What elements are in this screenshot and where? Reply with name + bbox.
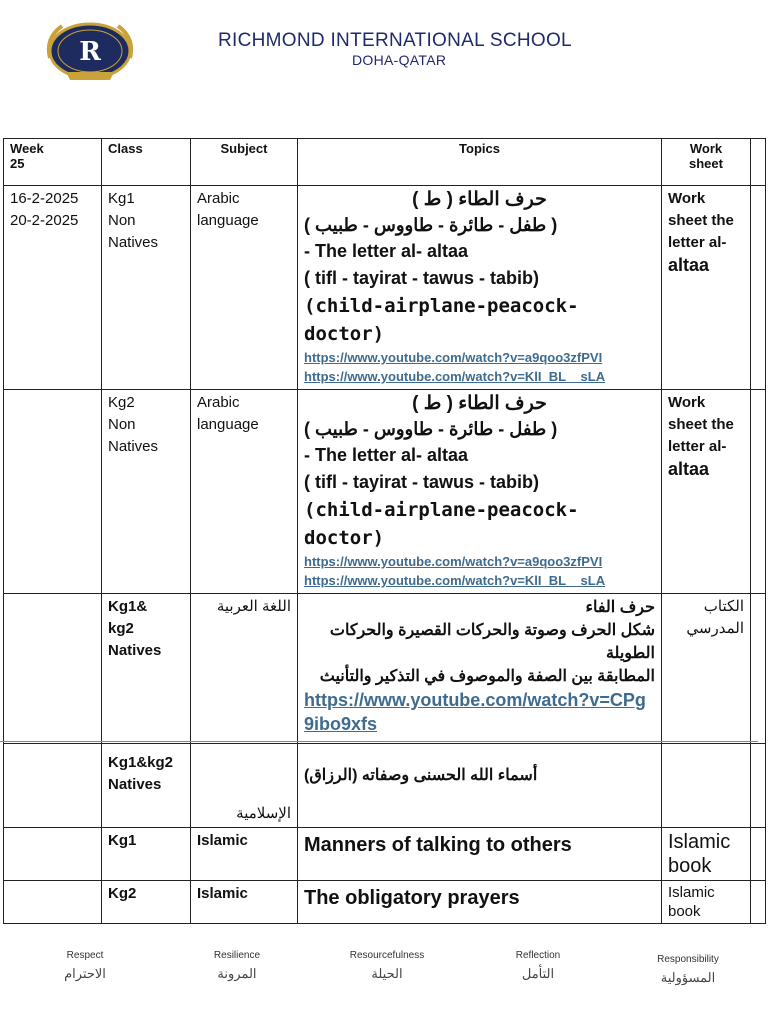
worksheet-cell: Work sheet the letter al- altaa [662,390,751,594]
weekly-plan-table [3,138,766,924]
header-week: Week 25 [4,139,102,186]
topic-english-2: ( tifl - tayirat - tawus - tabib) [304,268,540,288]
table-row [4,186,766,390]
class-cell: Kg2 [102,881,191,924]
class-cell: Kg1&kg2 Natives [102,744,191,828]
week-dates: 16-2-2025 20-2-2025 [4,186,102,390]
value-resourcefulness: Resourcefulness الحيلة [349,950,425,981]
youtube-link-1[interactable]: https://www.youtube.com/watch?v=a9qoo3zfPVI [304,350,603,365]
youtube-link[interactable]: https://www.youtube.com/watch?v=CPg9ibo9xfs [304,690,646,734]
week-empty [4,881,102,924]
spacer-cell [751,594,766,744]
value-reflection: Reflection التأمل [515,950,561,981]
value-respect: Respect الاحترام [64,950,106,981]
topic-arabic-title: حرف الطاء ( ط ) [412,393,547,414]
svg-text:R: R [79,37,101,67]
class-cell: Kg1 [102,828,191,881]
subject-cell: Arabic language [191,390,298,594]
topic-english-4: doctor) [304,527,385,549]
topic-english-3: (child-airplane-peacock- [304,499,579,521]
topics-cell [298,186,662,390]
worksheet-cell: Work sheet the letter al- altaa [662,186,751,390]
youtube-link-2[interactable]: https://www.youtube.com/watch?v=KlI_BL__sLA [304,369,606,384]
class-cell: Kg1& kg2 Natives [102,594,191,744]
week-empty [4,744,102,828]
topic-english-1: - The letter al- altaa [304,445,469,465]
youtube-link-2[interactable]: https://www.youtube.com/watch?v=KlI_BL__sLA [304,573,606,588]
worksheet-cell: الكتاب المدرسي [662,594,751,744]
topic-english-4: doctor) [304,323,385,345]
value-responsibility: Responsibility المسؤولية [657,954,719,985]
class-cell: Kg1 Non Natives [102,186,191,390]
spacer-cell [751,881,766,924]
table-header-row [4,139,766,186]
topic-english-3: (child-airplane-peacock- [304,295,579,317]
header-class: Class [102,139,191,186]
week-empty [4,390,102,594]
spacer-cell [751,186,766,390]
topic-arabic-words: ( طفل - طائرة - طاووس - طبيب ) [304,419,558,439]
subject-cell: الإسلامية [191,744,298,828]
value-resilience: Resilience المرونة [213,950,261,981]
topics-cell [298,390,662,594]
table-row [4,828,766,881]
worksheet-cell: Islamic book [662,881,751,924]
header-topics: Topics [298,139,662,186]
school-name: RICHMOND INTERNATIONAL SCHOOL [218,30,572,51]
topic-english-1: - The letter al- altaa [304,241,469,261]
week-empty [4,594,102,744]
header-subject: Subject [191,139,298,186]
table-row [4,594,766,744]
table-row [4,744,766,828]
table-row [4,390,766,594]
spacer-cell [751,828,766,881]
table-row [4,881,766,924]
spacer-cell [751,744,766,828]
topics-cell: أسماء الله الحسنى وصفاته (الرزاق) [298,744,662,828]
topics-cell: حرف الفاء شكل الحرف وصوتة والحركات القصيرة والحركات الطويلة المطابقة بين الصفة والموصوف في التذكير والتأنيث https://www.youtube.com/watch?v=CPg9ibo9xfs [298,594,662,744]
subject-cell: Arabic language [191,186,298,390]
header-worksheet: Work sheet [662,139,751,186]
school-logo [40,18,140,84]
worksheet-cell: Islamic book [662,828,751,881]
topic-arabic-words: ( طفل - طائرة - طاووس - طبيب ) [304,215,558,235]
school-location: DOHA-QATAR [352,52,447,68]
topics-cell: Manners of talking to others [298,828,662,881]
worksheet-cell [662,744,751,828]
divider-line [0,741,758,742]
spacer-cell [751,390,766,594]
week-empty [4,828,102,881]
topics-cell: The obligatory prayers [298,881,662,924]
subject-cell: اللغة العربية [191,594,298,744]
subject-cell: Islamic [191,828,298,881]
school-values-footer [0,950,768,1000]
youtube-link-1[interactable]: https://www.youtube.com/watch?v=a9qoo3zfPVI [304,554,603,569]
header-spacer [751,139,766,186]
subject-cell: Islamic [191,881,298,924]
topic-arabic-title: حرف الطاء ( ط ) [412,189,547,210]
class-cell: Kg2 Non Natives [102,390,191,594]
topic-english-2: ( tifl - tayirat - tawus - tabib) [304,472,540,492]
